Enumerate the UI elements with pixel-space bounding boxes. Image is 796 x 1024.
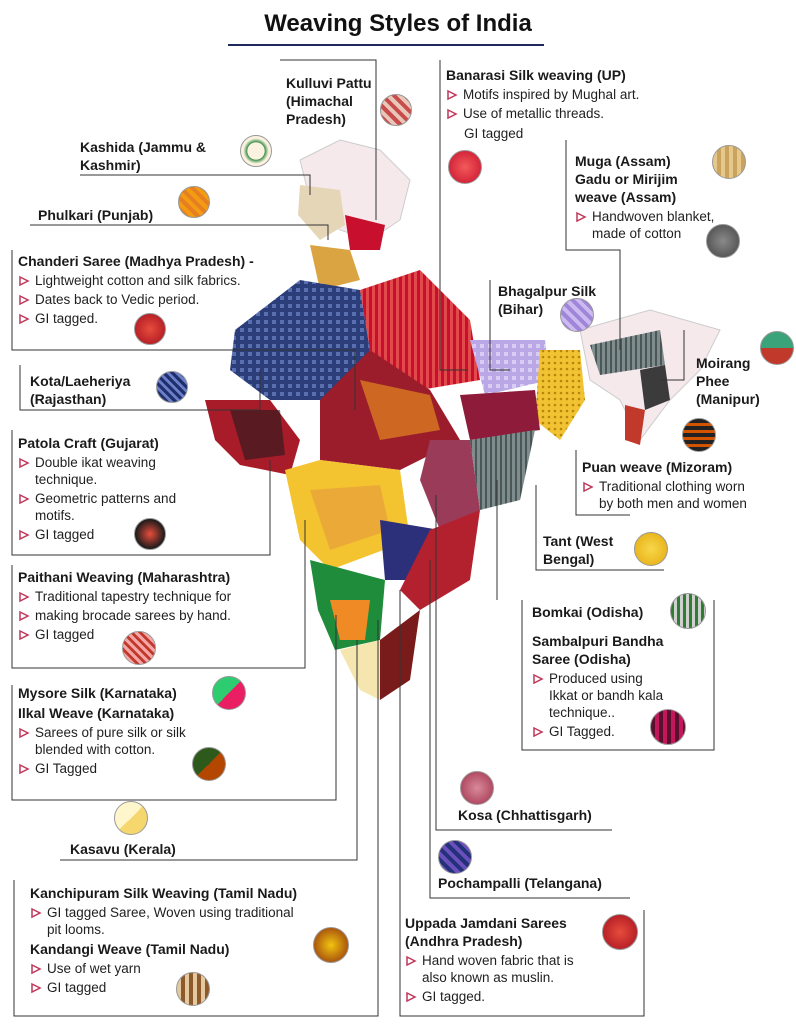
style-puan xyxy=(582,458,747,512)
style-mysore-ilkal xyxy=(18,684,186,777)
swatch-moirang xyxy=(760,331,794,365)
bullet-icon xyxy=(582,481,594,493)
point: GI tagged. xyxy=(405,988,574,1005)
bullet-icon xyxy=(30,963,42,975)
bullet-icon xyxy=(18,727,30,739)
style-pochampalli-name: Pochampalli (Telangana) xyxy=(438,875,602,891)
style-bhagalpur-name: Bhagalpur Silk (Bihar) xyxy=(498,283,597,317)
bullet-icon xyxy=(18,313,30,325)
bullet-icon xyxy=(405,991,417,1003)
swatch-kosa xyxy=(460,771,494,805)
style-moirang-name: Moirang Phee (Manipur) xyxy=(696,355,760,407)
swatch-bomkai xyxy=(670,593,706,629)
bullet-icon xyxy=(575,211,587,223)
bullet-icon xyxy=(18,629,30,641)
point: GI tagged xyxy=(18,526,176,543)
bullet-icon xyxy=(18,591,30,603)
swatch-ilkal xyxy=(192,747,226,781)
bullet-icon xyxy=(30,982,42,994)
style-kanchipuram-kandangi xyxy=(30,884,297,996)
style-bomkai-name: Bomkai (Odisha) xyxy=(532,604,644,620)
point: Handwoven blanket, made of cotton xyxy=(575,208,714,242)
swatch-pochampalli xyxy=(438,840,472,874)
swatch-mysore xyxy=(212,676,246,710)
swatch-kulluvi xyxy=(380,94,412,126)
point: Hand woven fabric that is also known as muslin. xyxy=(405,952,574,986)
bullet-icon xyxy=(446,89,458,101)
point: GI Tagged. xyxy=(532,723,663,740)
swatch-kanchipuram xyxy=(313,927,349,963)
style-kashida-name: Kashida (Jammu & Kashmir) xyxy=(80,139,207,173)
style-banarasi xyxy=(446,66,639,142)
swatch-puan xyxy=(682,418,716,452)
swatch-banarasi xyxy=(448,150,482,184)
style-name: Muga (Assam) Gadu or Mirijim weave (Assam) xyxy=(575,153,678,205)
style-chanderi xyxy=(18,252,254,327)
bullet-icon xyxy=(18,529,30,541)
bullet-icon xyxy=(18,275,30,287)
swatch-kashida xyxy=(240,135,272,167)
style-name: Kandangi Weave (Tamil Nadu) xyxy=(30,941,230,957)
style-name: Patola Craft (Gujarat) xyxy=(18,435,159,451)
style-name: Ilkal Weave (Karnataka) xyxy=(18,705,175,721)
point: Motifs inspired by Mughal art. xyxy=(446,86,639,103)
swatch-kota xyxy=(156,371,188,403)
style-kosa-name: Kosa (Chhattisgarh) xyxy=(458,807,592,823)
swatch-phulkari xyxy=(178,186,210,218)
bullet-icon xyxy=(30,907,42,919)
style-uppada xyxy=(405,914,574,1005)
style-tant-name: Tant (West Bengal) xyxy=(543,533,614,567)
style-name: Puan weave (Mizoram) xyxy=(582,459,733,475)
style-paithani xyxy=(18,568,231,643)
style-phulkari-name: Phulkari (Punjab) xyxy=(38,207,154,223)
style-kota-name: Kota/Laeheriya (Rajasthan) xyxy=(30,373,131,407)
style-name: Chanderi Saree (Madhya Pradesh) - xyxy=(18,253,254,269)
point: Geometric patterns and motifs. xyxy=(18,490,176,524)
bullet-icon xyxy=(18,294,30,306)
swatch-tant xyxy=(634,532,668,566)
style-muga xyxy=(575,152,714,242)
style-name: Sambalpuri Bandha Saree (Odisha) xyxy=(532,633,664,667)
bullet-icon xyxy=(532,726,544,738)
point: GI tagged xyxy=(30,979,297,996)
style-sambalpuri xyxy=(532,632,663,740)
point: Produced using Ikkat or bandh kala technique.. xyxy=(532,670,663,721)
point: Traditional clothing worn by both men and women xyxy=(582,478,747,512)
point: Double ikat weaving technique. xyxy=(18,454,176,488)
style-patola xyxy=(18,434,176,543)
point: GI tagged xyxy=(18,626,231,643)
bullet-icon xyxy=(446,108,458,120)
page-title: Weaving Styles of India xyxy=(264,10,532,37)
point: GI Tagged xyxy=(18,760,186,777)
point: Use of wet yarn xyxy=(30,960,297,977)
style-name: Uppada Jamdani Sarees (Andhra Pradesh) xyxy=(405,915,567,949)
point: Use of metallic threads. xyxy=(446,105,639,122)
swatch-uppada xyxy=(602,914,638,950)
bullet-icon xyxy=(18,457,30,469)
point: Dates back to Vedic period. xyxy=(18,291,254,308)
point: GI tagged Saree, Woven using traditional pit looms. xyxy=(30,904,297,938)
style-kasavu-name: Kasavu (Kerala) xyxy=(70,841,176,857)
swatch-kasavu xyxy=(114,801,148,835)
bullet-icon xyxy=(18,610,30,622)
style-name: Paithani Weaving (Maharashtra) xyxy=(18,569,231,585)
note: GI tagged xyxy=(464,126,524,141)
bullet-icon xyxy=(532,673,544,685)
swatch-muga xyxy=(712,145,746,179)
bullet-icon xyxy=(18,763,30,775)
style-name: Mysore Silk (Karnataka) xyxy=(18,685,177,701)
bullet-icon xyxy=(18,493,30,505)
style-name: Banarasi Silk weaving (UP) xyxy=(446,67,626,83)
point: GI tagged. xyxy=(18,310,254,327)
style-name: Kanchipuram Silk Weaving (Tamil Nadu) xyxy=(30,885,298,901)
bullet-icon xyxy=(405,955,417,967)
style-kulluvi-name: Kulluvi Pattu (Himachal Pradesh) xyxy=(286,75,372,127)
point: Traditional tapestry technique for xyxy=(18,588,231,605)
point: Lightweight cotton and silk fabrics. xyxy=(18,272,254,289)
point: Sarees of pure silk or silk blended with cotton. xyxy=(18,724,186,758)
point: making brocade sarees by hand. xyxy=(18,607,231,624)
